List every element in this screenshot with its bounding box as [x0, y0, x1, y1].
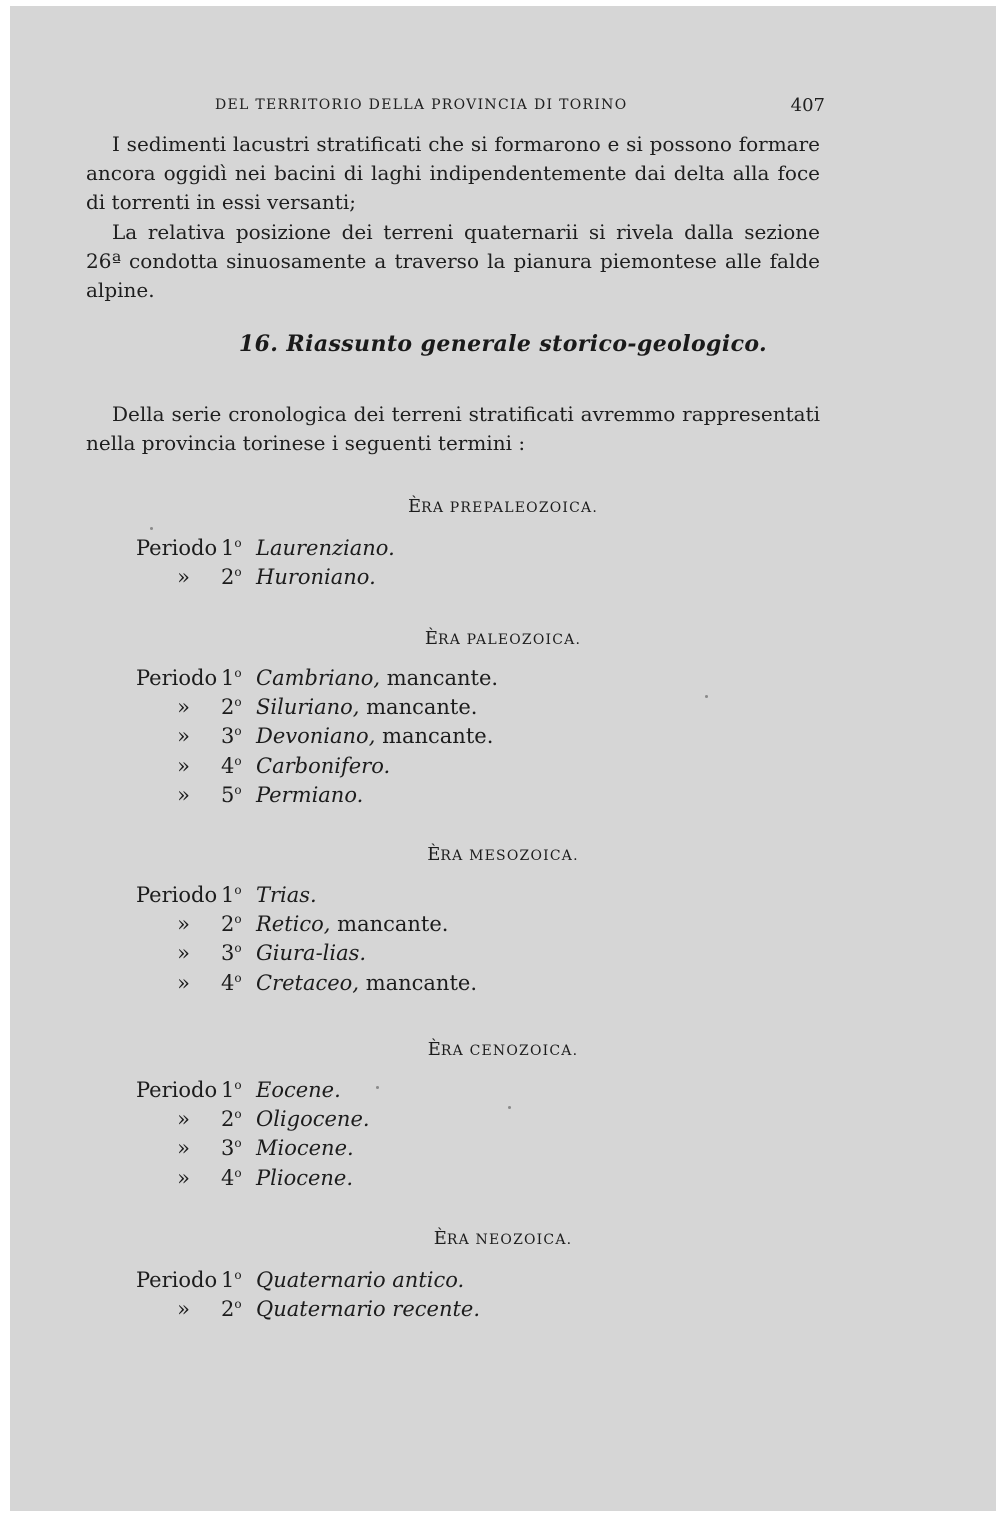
era-heading-text: RA NEOZOICA. [446, 1232, 573, 1248]
era-heading [10, 1039, 996, 1060]
period-name-italic: Laurenziano. [256, 536, 395, 560]
ordinal-mark: o [234, 1107, 242, 1121]
period-label: » [177, 941, 190, 965]
ordinal-mark: o [234, 941, 242, 955]
era-heading [10, 1228, 996, 1249]
paper-speck [376, 1086, 379, 1089]
period-number [221, 883, 242, 907]
period-number-value: 3 [221, 724, 235, 748]
page-content [10, 6, 996, 1511]
period-name [256, 883, 317, 907]
period-name [256, 1166, 353, 1190]
period-number-value: 3 [221, 941, 235, 965]
section-title: 16. Riassunto generale storico-geologico. [238, 331, 768, 357]
period-name [256, 754, 390, 778]
period-number [221, 971, 242, 995]
period-note: mancante. [375, 724, 494, 748]
ordinal-mark: o [234, 1297, 242, 1311]
period-label: » [177, 971, 190, 995]
period-number-value: 4 [221, 1166, 235, 1190]
period-number [221, 1166, 242, 1190]
period-name-italic: Siluriano, [256, 695, 360, 719]
period-note: mancante. [359, 971, 477, 995]
period-label: » [177, 1107, 190, 1131]
period-name-italic: Huroniano. [256, 565, 376, 589]
period-number-value: 4 [221, 754, 235, 778]
period-label: Periodo [136, 1078, 218, 1102]
ordinal-mark: o [234, 912, 242, 926]
period-name-italic: Cretaceo, [256, 971, 360, 995]
period-name-italic: Quaternario antico. [256, 1268, 465, 1292]
ordinal-mark: o [234, 783, 242, 797]
intro-paragraph-1 [86, 130, 820, 217]
period-number [221, 724, 242, 748]
ordinal-mark: o [234, 666, 242, 680]
period-label: » [177, 1297, 190, 1321]
period-label: » [177, 912, 190, 936]
ordinal-mark: o [234, 1268, 242, 1282]
period-name-italic: Miocene. [256, 1136, 354, 1160]
intro-paragraph-2 [86, 218, 820, 305]
period-label: » [177, 695, 190, 719]
paper-speck [150, 527, 153, 530]
ordinal-mark: o [234, 754, 242, 768]
paper-speck [508, 1106, 511, 1109]
period-name [256, 1078, 341, 1102]
period-name [256, 724, 493, 748]
period-number [221, 941, 242, 965]
period-name [256, 971, 477, 995]
ordinal-mark: o [234, 536, 242, 550]
period-name-italic: Permiano. [256, 783, 364, 807]
period-name [256, 941, 366, 965]
period-name-italic: Giura-lias. [256, 941, 367, 965]
ordinal-mark: o [234, 883, 242, 897]
period-label: » [177, 754, 190, 778]
ordinal-mark: o [234, 971, 242, 985]
period-name [256, 666, 498, 690]
period-number-value: 2 [221, 1107, 235, 1131]
period-name-italic: Oligocene. [256, 1107, 370, 1131]
period-name [256, 695, 477, 719]
era-heading-initial: È [424, 628, 438, 649]
period-note: mancante. [380, 666, 499, 690]
period-name [256, 1297, 480, 1321]
ordinal-mark: o [234, 724, 242, 738]
period-number-value: 1 [221, 883, 235, 907]
period-name-italic: Devoniano, [256, 724, 376, 748]
period-label: Periodo [136, 666, 218, 690]
book-page [10, 6, 996, 1511]
intro-text-2: La relativa posizione dei terreni quaternarii si rivela dalla sezione 26ª condotta sinuosamente a traverso la pianura piemontese alle falde alpine. [86, 220, 820, 302]
period-number [221, 912, 242, 936]
period-name-italic: Quaternario recente. [256, 1297, 481, 1321]
era-heading [10, 844, 996, 865]
period-number-value: 1 [221, 666, 235, 690]
paper-speck [705, 695, 708, 698]
period-number-value: 2 [221, 695, 235, 719]
era-heading [10, 628, 996, 649]
period-number-value: 2 [221, 1297, 235, 1321]
era-heading-text: RA PREPALEOZOICA. [421, 500, 599, 516]
period-label: Periodo [136, 1268, 218, 1292]
period-number-value: 4 [221, 971, 235, 995]
period-number [221, 536, 242, 560]
period-note: mancante. [359, 695, 478, 719]
running-header [215, 95, 825, 116]
era-heading-text: RA PALEOZOICA. [437, 632, 582, 648]
period-number [221, 695, 242, 719]
period-number-value: 5 [221, 783, 235, 807]
period-label: Periodo [136, 536, 218, 560]
period-number [221, 1136, 242, 1160]
period-number [221, 565, 242, 589]
era-heading-initial: È [427, 844, 441, 865]
period-number [221, 666, 242, 690]
period-number [221, 1107, 242, 1131]
period-name [256, 1268, 464, 1292]
period-number [221, 783, 242, 807]
era-heading-text: RA CENOZOICA. [440, 1043, 579, 1059]
period-name-italic: Retico, [256, 912, 331, 936]
period-name [256, 536, 395, 560]
period-name [256, 783, 363, 807]
intro-text-1: I sedimenti lacustri stratificati che si formarono e si possono formare ancora oggidì nei bacini di laghi indipendentemente dai delta alla foce di torrenti in essi versanti; [86, 132, 820, 214]
era-heading-initial: È [407, 496, 422, 517]
period-number-value: 2 [221, 565, 235, 589]
period-name-italic: Pliocene. [256, 1166, 354, 1190]
era-heading-initial: È [427, 1039, 441, 1060]
page-number: 407 [790, 95, 825, 116]
period-number-value: 1 [221, 1078, 235, 1102]
ordinal-mark: o [234, 695, 242, 709]
lead-text: Della serie cronologica dei terreni stratificati avremmo rappresentati nella provincia torinese i seguenti termini : [86, 402, 820, 455]
period-name-italic: Carbonifero. [256, 754, 391, 778]
period-number [221, 1078, 242, 1102]
period-name-italic: Eocene. [256, 1078, 341, 1102]
era-heading-initial: È [433, 1228, 447, 1249]
era-heading-text: RA MESOZOICA. [440, 848, 579, 864]
period-note: mancante. [330, 912, 449, 936]
lead-paragraph [86, 400, 820, 458]
period-number-value: 2 [221, 912, 235, 936]
period-name-italic: Trias. [256, 883, 317, 907]
period-name [256, 912, 448, 936]
ordinal-mark: o [234, 1136, 242, 1150]
period-label: » [177, 1166, 190, 1190]
period-label: Periodo [136, 883, 218, 907]
running-title: DEL TERRITORIO DELLA PROVINCIA DI TORINO [215, 97, 628, 113]
period-number-value: 1 [221, 536, 235, 560]
period-name-italic: Cambriano, [256, 666, 381, 690]
period-number [221, 754, 242, 778]
period-label: » [177, 1136, 190, 1160]
period-number [221, 1268, 242, 1292]
era-heading [10, 496, 996, 517]
period-number-value: 1 [221, 1268, 235, 1292]
period-label: » [177, 565, 190, 589]
period-label: » [177, 724, 190, 748]
period-label: » [177, 783, 190, 807]
ordinal-mark: o [234, 1078, 242, 1092]
period-number [221, 1297, 242, 1321]
ordinal-mark: o [234, 1166, 242, 1180]
period-name [256, 1136, 354, 1160]
period-name [256, 565, 376, 589]
ordinal-mark: o [234, 565, 242, 579]
period-number-value: 3 [221, 1136, 235, 1160]
period-name [256, 1107, 370, 1131]
